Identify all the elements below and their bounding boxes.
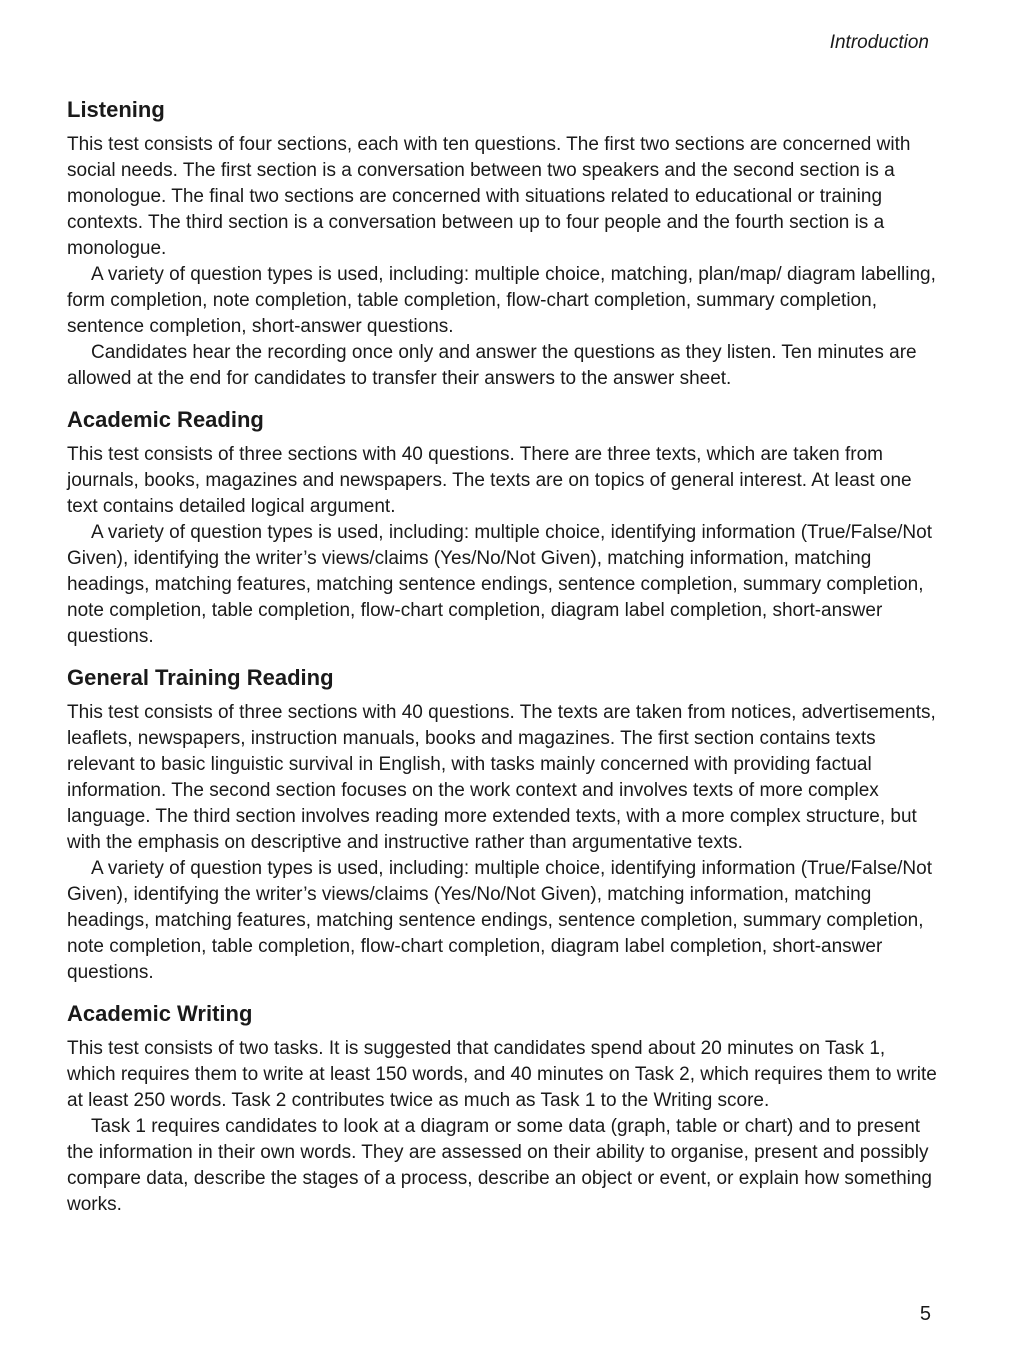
page-number: 5 — [919, 1303, 931, 1325]
running-head: Introduction — [829, 32, 929, 53]
paragraph: This test consists of three sections with 40 questions. The texts are taken from notices, advertisements, leaflets, newspapers, instruction manuals, books and magazines. The first section contains texts relevant to basic linguistic survival in English, with tasks mainly concerned with providing factual information. The second section focuses on the work context and involves texts of more complex language. The third section involves reading more extended texts, with a more complex structure, but with the emphasis on descriptive and instructive rather than argumentative texts. — [67, 702, 936, 853]
paragraph: This test consists of four sections, each with ten questions. The first two sections are concerned with social needs. The first section is a conversation between two speakers and the second section is a monologue. The final two sections are concerned with situations related to educational or training contexts. The third section is a conversation between up to four people and the fourth section is a monologue. — [67, 134, 911, 259]
paragraph: Task 1 requires candidates to look at a diagram or some data (graph, table or chart) and to present the information in their own words. They are assessed on their ability to organise, present and possibly compare data, describe the stages of a process, describe an object or event, or explain how something works. — [67, 1116, 932, 1215]
section-heading: Listening — [67, 97, 165, 122]
section-listening — [67, 96, 937, 392]
paragraph: This test consists of three sections with 40 questions. There are three texts, which are taken from journals, books, magazines and newspapers. The texts are on topics of general interest. At least one text contains detailed logical argument. — [67, 444, 912, 517]
paragraph: A variety of question types is used, including: multiple choice, identifying information (True/False/Not Given), identifying the writer’s views/claims (Yes/No/Not Given), matching information, matching headings, matching features, matching sentence endings, sentence completion, summary completion, note completion, table completion, flow-chart completion, diagram label completion, short-answer questions. — [67, 522, 932, 647]
section-academic-writing — [67, 1000, 937, 1218]
section-academic-reading — [67, 406, 937, 650]
paragraph: Candidates hear the recording once only and answer the questions as they listen. Ten minutes are allowed at the end for candidates to transfer their answers to the answer sheet. — [67, 342, 917, 389]
paragraph: A variety of question types is used, including: multiple choice, matching, plan/map/ diagram labelling, form completion, note completion, table completion, flow-chart completion, summary completion, sentence completion, short-answer questions. — [67, 264, 936, 337]
paragraph: This test consists of two tasks. It is suggested that candidates spend about 20 minutes on Task 1, which requires them to write at least 150 words, and 40 minutes on Task 2, which requires them to write at least 250 words. Task 2 contributes twice as much as Task 1 to the Writing score. — [67, 1038, 937, 1111]
section-heading: Academic Writing — [67, 1001, 253, 1026]
page-content — [67, 96, 937, 1218]
paragraph: A variety of question types is used, including: multiple choice, identifying information (True/False/Not Given), identifying the writer’s views/claims (Yes/No/Not Given), matching information, matching headings, matching features, matching sentence endings, sentence completion, summary completion, note completion, table completion, flow-chart completion, diagram label completion, short-answer questions. — [67, 858, 932, 983]
section-heading: Academic Reading — [67, 407, 264, 432]
section-heading: General Training Reading — [67, 665, 334, 690]
section-general-training-reading — [67, 664, 937, 986]
